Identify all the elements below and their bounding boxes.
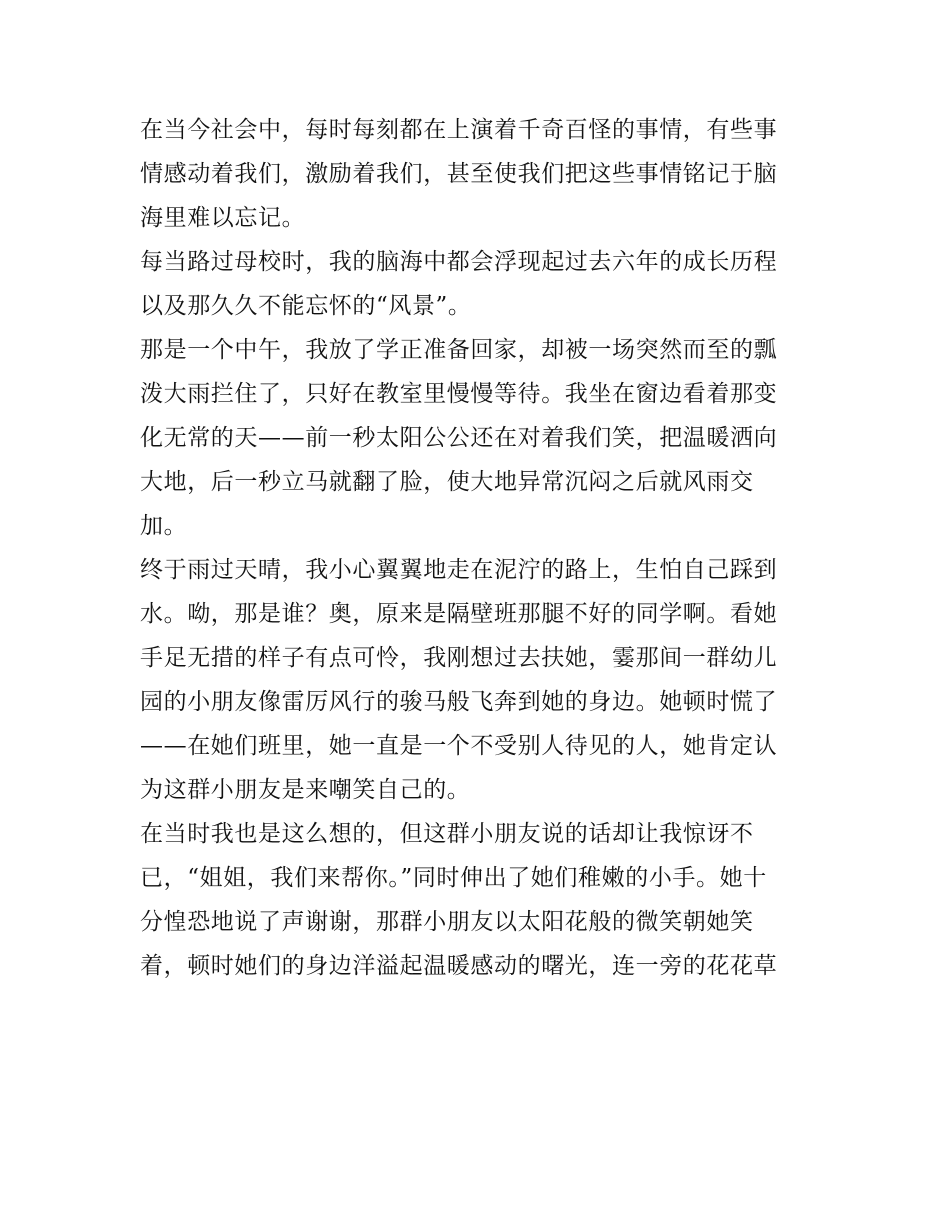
text-line: 情感动着我们，激励着我们，甚至使我们把这些事情铭记于脑	[140, 161, 778, 187]
text-line: 海里难以忘记。	[140, 205, 306, 231]
text-line: ——在她们班里，她一直是一个不受别人待见的人，她肯定认	[140, 733, 778, 759]
text-line: 分惶恐地说了声谢谢，那群小朋友以太阳花般的微笑朝她笑	[140, 909, 754, 935]
text-line: 园的小朋友像雷厉风行的骏马般飞奔到她的身边。她顿时慌了	[140, 689, 778, 715]
text-line: 每当路过母校时，我的脑海中都会浮现起过去六年的成长历程	[140, 249, 778, 275]
text-line: 加。	[140, 513, 188, 539]
text-line: 为这群小朋友是来嘲笑自己的。	[140, 777, 471, 803]
text-line: 泼大雨拦住了，只好在教室里慢慢等待。我坐在窗边看着那变	[140, 381, 778, 407]
text-line: 在当时我也是这么想的，但这群小朋友说的话却让我惊讶不	[140, 821, 754, 847]
text-line: 手足无措的样子有点可怜，我刚想过去扶她，霎那间一群幼儿	[140, 645, 778, 671]
text-line: 终于雨过天晴，我小心翼翼地走在泥泞的路上，生怕自己踩到	[140, 557, 778, 583]
text-line: 在当今社会中，每时每刻都在上演着千奇百怪的事情，有些事	[140, 117, 778, 143]
text-line: 以及那久久不能忘怀的“风景”。	[140, 293, 472, 319]
text-line: 大地，后一秒立马就翻了脸，使大地异常沉闷之后就风雨交	[140, 469, 754, 495]
text-line: 着，顿时她们的身边洋溢起温暖感动的曙光，连一旁的花花草	[140, 953, 778, 979]
text-line: 那是一个中午，我放了学正准备回家，却被一场突然而至的瓢	[140, 337, 778, 363]
text-line: 水。呦，那是谁？奥，原来是隔壁班那腿不好的同学啊。看她	[140, 601, 778, 627]
text-line: 已，“姐姐，我们来帮你。”同时伸出了她们稚嫩的小手。她十	[140, 865, 767, 891]
essay-body	[140, 108, 820, 988]
text-line: 化无常的天——前一秒太阳公公还在对着我们笑，把温暖洒向	[140, 425, 778, 451]
